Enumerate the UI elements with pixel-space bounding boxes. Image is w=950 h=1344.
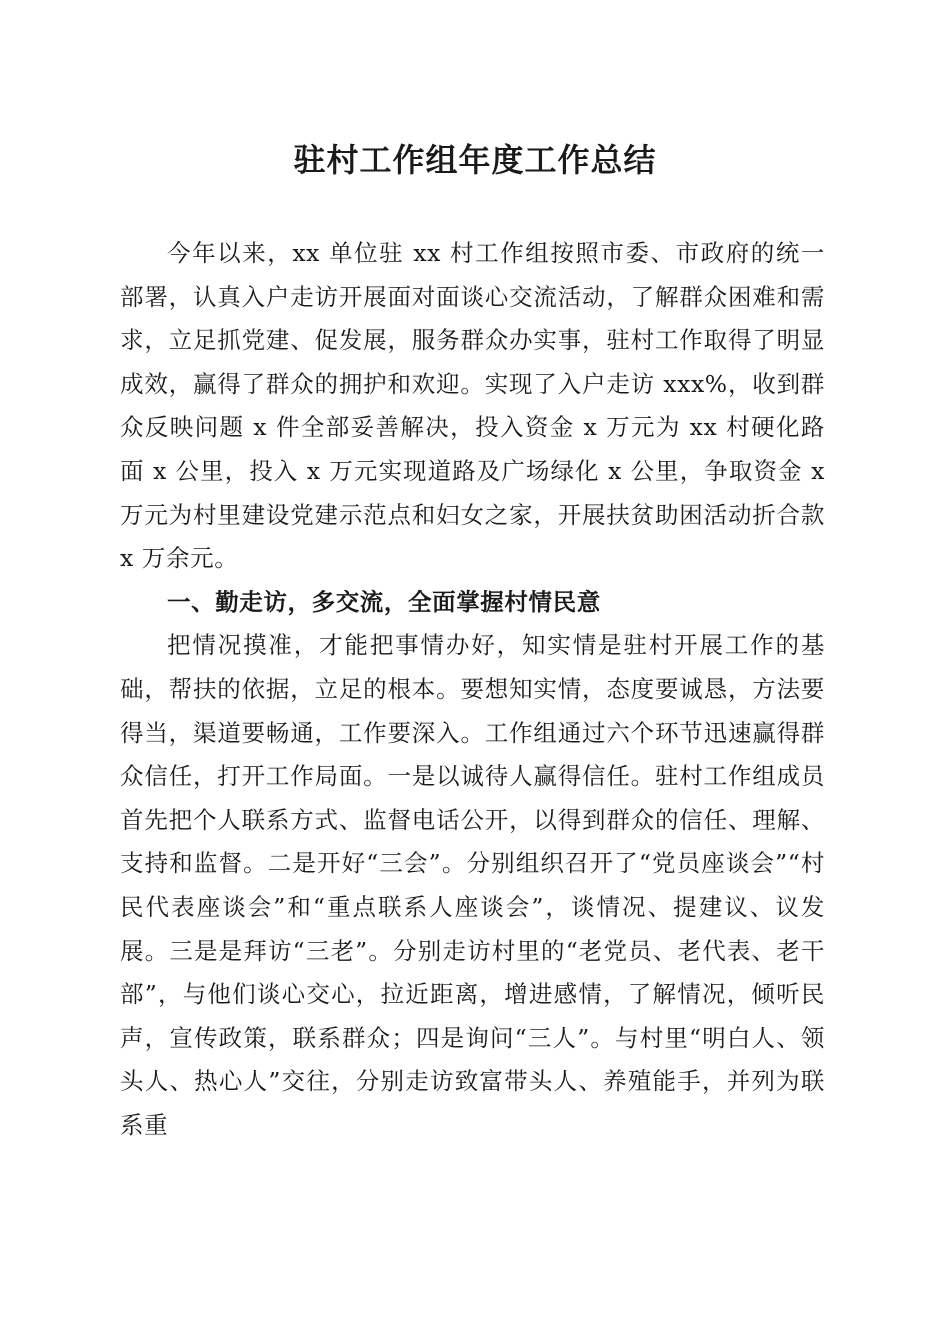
intro-paragraph: 今年以来，xx 单位驻 xx 村工作组按照市委、市政府的统一部署，认真入户走访开展面对面谈心交流活动，了解群众困难和需求，立足抓党建、促发展，服务群众办实事，驻村工作取得了明显成效，赢得了群众的拥护和欢迎。实现了入户走访 xxx%，收到群众反映问题 x 件全部妥善解决，投入资金 x 万元为 xx 村硬化路面 x 公里，投入 x 万元实现道路及广场绿化 x 公里，争取资金 x 万元为村里建设党建示范点和妇女之家，开展扶贫助困活动折合款 x 万余元。 <box>120 239 825 573</box>
section-1-paragraph: 把情况摸准，才能把事情办好，知实情是驻村开展工作的基础，帮扶的依据，立足的根本。要想知实情，态度要诚恳，方法要得当，渠道要畅通，工作要深入。工作组通过六个环节迅速赢得群众信任，打开工作局面。一是以诚待人赢得信任。驻村工作组成员首先把个人联系方式、监督电话公开，以得到群众的信任、理解、支持和监督。二是开好“三会”。分别组织召开了“党员座谈会”“村民代表座谈会”和“重点联系人座谈会”，谈情况、提建议、议发展。三是是拜访“三老”。分别走访村里的“老党员、老代表、老干部”，与他们谈心交心，拉近距离，增进感情，了解情况，倾听民声，宣传政策，联系群众；四是询问“三人”。与村里“明白人、领头人、热心人”交往，分别走访致富带头人、养殖能手，并列为联系重 <box>120 631 825 1139</box>
document-body <box>120 232 825 1147</box>
document-title: 驻村工作组年度工作总结 <box>293 141 657 179</box>
section-heading-1: 一、勤走访，多交流，全面掌握村情民意 <box>167 587 601 616</box>
